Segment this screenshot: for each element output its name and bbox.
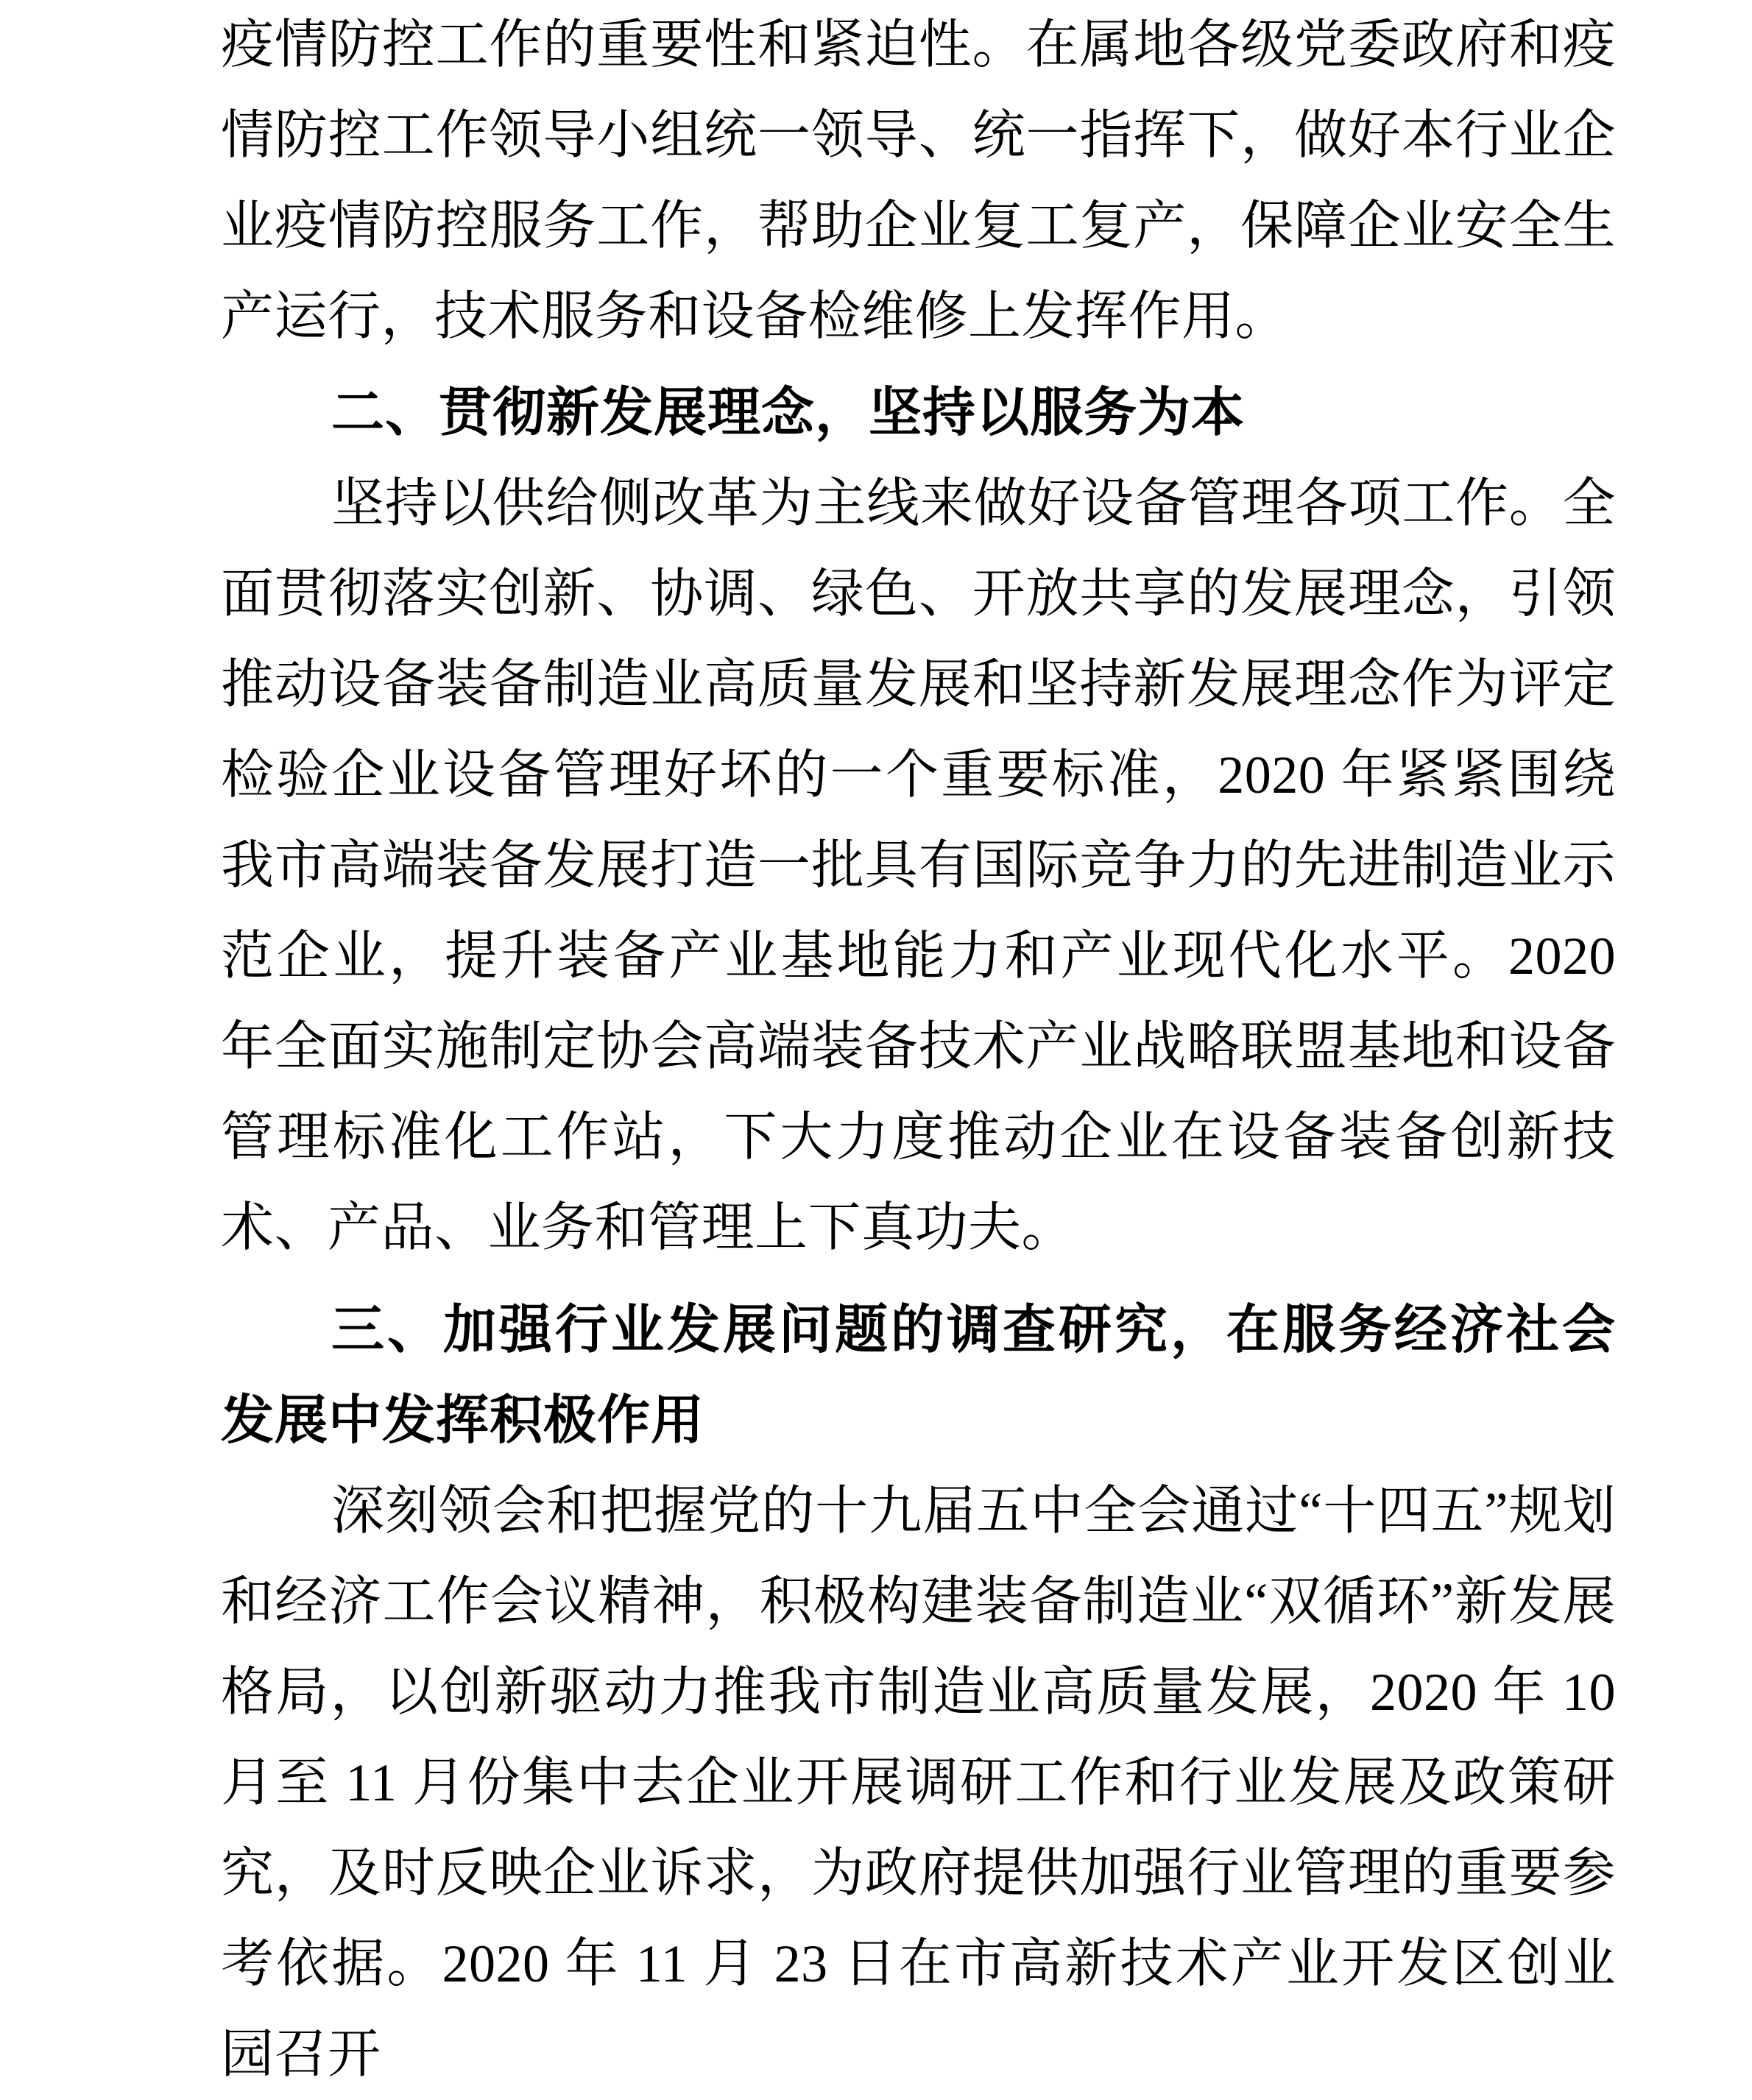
paragraph-new-development-concept: 坚持以供给侧改革为主线来做好设备管理各项工作。全面贯彻落实创新、协调、绿色、开放共享的发展理念，引领推动设备装备制造业高质量发展和坚持新发展理念作为评定检验企业设备管理好坏的一个重要标准，2020 年紧紧围绕我市高端装备发展打造一批具有国际竞争力的先进制造业示范企业，提升装备产业基地能力和产业现代化水平。2020 年全面实施制定协会高端装备技术产业战略联盟基地和设备管理标准化工作站，下大力度推动企业在设备装备创新技术、产品、业务和管理上下真功夫。 [221, 474, 1616, 1257]
document-body [221, 0, 1616, 2100]
spacer [221, 1273, 1616, 1285]
paragraph-continued-epidemic-prevention: 疫情防控工作的重要性和紧迫性。在属地各级党委政府和疫情防控工作领导小组统一领导、统一指挥下，做好本行业企业疫情防控服务工作，帮助企业复工复产，保障企业安全生产运行，技术服务和设备检维修上发挥作用。 [221, 15, 1616, 346]
section-heading-two: 二、贯彻新发展理念，坚持以服务为本 [331, 383, 1246, 442]
spacer [221, 362, 1616, 368]
paragraph-industry-research: 深刻领会和把握党的十九届五中全会通过“十四五”规划和经济工作会议精神，积极构建装备制造业“双循环”新发展格局，以创新驱动力推我市制造业高质量发展，2020 年 10 月至 11 月份集中去企业开展调研工作和行业发展及政策研究，及时反映企业诉求，为政府提供加强行业管理的重要参考依据。2020 年 11 月 23 日在市高新技术产业开发区创业园召开 [221, 1482, 1616, 2084]
section-heading-three: 三、加强行业发展问题的调查研究，在服务经济社会发展中发挥积极作用 [221, 1301, 1616, 1450]
